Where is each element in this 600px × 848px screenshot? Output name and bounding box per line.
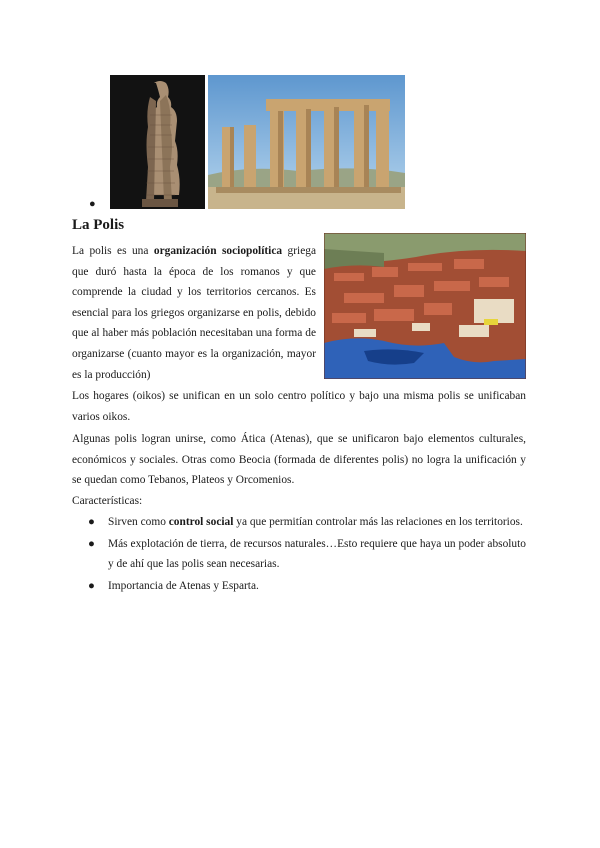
temple-image (208, 75, 405, 209)
list-text-before: Sirven como (108, 516, 169, 528)
paragraph-intro (72, 241, 316, 385)
list-text: Importancia de Atenas y Esparta. (108, 579, 259, 592)
empty-bullet: ● (89, 198, 96, 210)
features-list (72, 512, 526, 597)
paragraph-oikos: Los hogares (oikos) se unifican en un solo centro político y bajo una misma polis se unificaban varios oikos. (72, 390, 526, 423)
list-item (72, 534, 526, 575)
paragraph-features-label: Características: (72, 495, 143, 507)
list-text: Más explotación de tierra, de recursos naturales…Esto requiere que haya un poder absoluto y de ahí que las polis sean necesarias. (108, 537, 526, 571)
section-title: La Polis (72, 217, 125, 233)
para1-bold-term: organización sociopolítica (153, 245, 283, 257)
paragraph-unification: Algunas polis logran unirse, como Ática (Atenas), que se unificaron bajo elementos culturales, económicos y sociales. Otras como Beocia (formada de diferentes polis) no logra la unificación y se quedan como Tebanos, Plateos y Orcomenios. (72, 433, 526, 487)
statue-image (110, 75, 205, 209)
para1-text-after: griega que duró hasta la época de los romanos y que comprende la ciudad y los territorios cercanos. Es esencial para los griegos organizarse en polis, debido que al haber más población necesitaban una forma de organizarse (cuanto mayor es la organización, mayor es la producción) (72, 245, 316, 381)
list-item (72, 576, 526, 597)
list-item (72, 512, 526, 533)
bullet-icon: ● (88, 516, 95, 528)
bullet-icon: ● (88, 579, 95, 592)
greek-city-image (324, 233, 526, 379)
list-bold-term: control social (168, 516, 234, 528)
list-text-after: ya que permitían controlar más las relaciones en los territorios. (233, 516, 523, 528)
para1-text-before: La polis es una (72, 245, 154, 257)
bullet-icon: ● (88, 537, 95, 550)
